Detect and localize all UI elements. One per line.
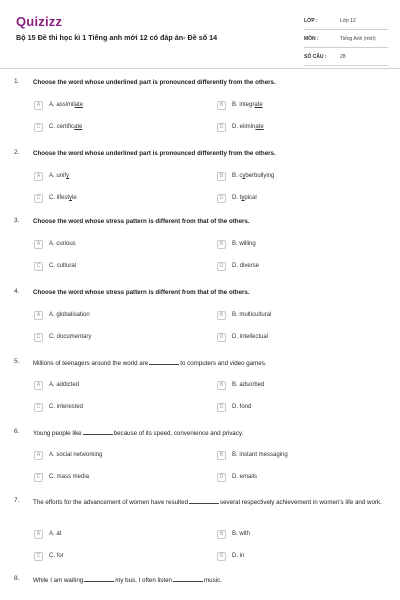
underlined-part: y — [241, 195, 245, 201]
option-letter-box: B — [217, 311, 226, 320]
option-letter-box: C — [34, 194, 43, 203]
option-letter-box: D — [217, 123, 226, 132]
option-b[interactable] — [217, 528, 250, 540]
option-text: D. typical — [232, 195, 257, 201]
option-letter-box: B — [217, 101, 226, 110]
underlined-part: y — [69, 195, 73, 201]
option-letter-box: B — [217, 451, 226, 460]
option-d[interactable] — [217, 550, 244, 562]
option-b[interactable] — [217, 309, 271, 321]
question-number: 1. — [14, 78, 20, 85]
option-text: B. cyberbullying — [232, 173, 275, 179]
question-4 — [0, 288, 400, 356]
underlined-part: ate — [74, 102, 84, 108]
question-7 — [0, 497, 400, 572]
option-text: D. emails — [232, 474, 258, 480]
option-letter-box: B — [217, 172, 226, 181]
option-d[interactable] — [217, 260, 259, 272]
meta-value: Lớp 12 — [340, 17, 356, 24]
option-text: A. addicted — [49, 382, 80, 388]
option-text: B. adsorbed — [232, 382, 265, 388]
option-letter-box: C — [34, 262, 43, 271]
option-c[interactable] — [34, 471, 89, 483]
answer-blank — [189, 497, 219, 504]
option-letter-box: C — [34, 123, 43, 132]
option-text: C. documentary — [49, 334, 92, 340]
option-text: D. eliminate — [232, 124, 264, 130]
meta-key: SỐ CÂU : — [304, 53, 327, 60]
option-c[interactable] — [34, 401, 83, 413]
option-c[interactable] — [34, 260, 76, 272]
question-text — [33, 497, 383, 507]
option-text: B. integrate — [232, 102, 263, 108]
question-number: 8. — [14, 575, 20, 582]
option-text: A. curious — [49, 241, 76, 247]
question-8 — [0, 575, 400, 600]
option-letter-box: D — [217, 473, 226, 482]
option-letter-box: A — [34, 172, 43, 181]
question-number: 6. — [14, 428, 20, 435]
option-b[interactable] — [217, 99, 263, 111]
answer-blank — [149, 358, 179, 365]
question-text-part: to computers and video games. — [180, 360, 267, 367]
answer-blank — [83, 428, 113, 435]
meta-panel — [304, 12, 388, 66]
meta-value: 28 — [340, 53, 346, 60]
option-text: B. willing — [232, 241, 256, 247]
option-text: A. at — [49, 531, 62, 537]
option-letter-box: A — [34, 530, 43, 539]
option-letter-box: D — [217, 194, 226, 203]
answer-blank — [84, 575, 114, 582]
option-a[interactable] — [34, 170, 69, 182]
option-a[interactable] — [34, 528, 61, 540]
question-text-part: music. — [203, 577, 222, 584]
option-text: A. social networking — [49, 452, 103, 458]
question-text: Choose the word whose underlined part is pronounced differently from the others. — [33, 150, 276, 157]
underlined-part: y — [66, 173, 70, 179]
question-number: 5. — [14, 358, 20, 365]
option-text: D. intellectual — [232, 334, 269, 340]
option-c[interactable] — [34, 121, 82, 133]
question-text-part: Young people like — [33, 430, 82, 437]
option-d[interactable] — [217, 471, 257, 483]
underlined-part: y — [242, 173, 246, 179]
worksheet-title: Bộ 15 Đề thi học kì 1 Tiếng anh mới 12 có đáp án- Đề số 14 — [16, 33, 218, 42]
question-6 — [0, 428, 400, 496]
option-a[interactable] — [34, 99, 83, 111]
meta-row-subject — [304, 30, 388, 48]
question-number: 7. — [14, 497, 20, 504]
option-text: C. mass media — [49, 474, 90, 480]
option-letter-box: B — [217, 240, 226, 249]
question-text-part: Millions of teenagers around the world are — [33, 360, 149, 367]
option-c[interactable] — [34, 331, 91, 343]
option-letter-box: B — [217, 530, 226, 539]
option-letter-box: C — [34, 552, 43, 561]
option-d[interactable] — [217, 331, 268, 343]
underlined-part: ate — [254, 102, 263, 108]
meta-value: Tiếng Anh (mới) — [340, 35, 376, 42]
option-text: B. with — [232, 531, 251, 537]
meta-row-class — [304, 12, 388, 30]
option-letter-box: A — [34, 381, 43, 390]
option-text: A. unify — [49, 173, 70, 179]
option-letter-box: B — [217, 381, 226, 390]
option-text: C. interested — [49, 404, 84, 410]
option-letter-box: D — [217, 333, 226, 342]
underlined-part: ate — [255, 124, 264, 130]
option-letter-box: D — [217, 403, 226, 412]
option-text: C. cultural — [49, 263, 77, 269]
option-letter-box: C — [34, 403, 43, 412]
option-text: C. lifestyle — [49, 195, 77, 201]
question-2 — [0, 149, 400, 217]
option-c[interactable] — [34, 192, 77, 204]
question-text-part: While I am waiting — [33, 577, 84, 584]
question-5 — [0, 358, 400, 426]
option-b[interactable] — [217, 379, 264, 391]
option-d[interactable] — [217, 401, 251, 413]
question-text: Choose the word whose stress pattern is different from that of the others. — [33, 218, 250, 225]
question-3 — [0, 217, 400, 285]
question-text-part: my bus, I often listen — [115, 577, 172, 584]
meta-key: LỚP : — [304, 17, 318, 24]
option-text: A. assimilate — [49, 102, 84, 108]
option-text: B. multicultural — [232, 312, 272, 318]
option-text: A. globalisation — [49, 312, 90, 318]
option-letter-box: A — [34, 101, 43, 110]
option-b[interactable] — [217, 449, 288, 461]
option-c[interactable] — [34, 550, 64, 562]
option-d[interactable] — [217, 121, 264, 133]
question-text-part: several respectively achievement in women's life and work. — [220, 499, 382, 506]
question-number: 3. — [14, 217, 20, 224]
option-a[interactable] — [34, 238, 76, 250]
option-letter-box: A — [34, 240, 43, 249]
question-text: Choose the word whose stress pattern is different from that of the others. — [33, 289, 250, 296]
quizizz-logo[interactable]: Quizizz — [16, 14, 63, 29]
option-letter-box: A — [34, 451, 43, 460]
meta-row-count — [304, 48, 388, 66]
answer-blank — [173, 575, 203, 582]
question-1 — [0, 78, 400, 146]
option-a[interactable] — [34, 449, 102, 461]
question-text — [33, 428, 383, 438]
header-divider — [0, 68, 400, 69]
option-letter-box: D — [217, 262, 226, 271]
option-text: C. certificate — [49, 124, 83, 130]
question-text — [33, 358, 383, 368]
option-d[interactable] — [217, 192, 257, 204]
meta-key: MÔN : — [304, 35, 319, 42]
option-text: B. instant messaging — [232, 452, 288, 458]
option-text: D. in — [232, 553, 245, 559]
option-text: D. diverse — [232, 263, 260, 269]
underlined-part: ate — [74, 124, 83, 130]
option-a[interactable] — [34, 309, 90, 321]
option-text: C. for — [49, 553, 64, 559]
option-letter-box: D — [217, 552, 226, 561]
option-letter-box: C — [34, 473, 43, 482]
option-letter-box: A — [34, 311, 43, 320]
option-a[interactable] — [34, 379, 79, 391]
question-number: 4. — [14, 288, 20, 295]
question-text: Choose the word whose underlined part is pronounced differently from the others. — [33, 79, 276, 86]
option-letter-box: C — [34, 333, 43, 342]
option-b[interactable] — [217, 238, 256, 250]
option-b[interactable] — [217, 170, 274, 182]
question-number: 2. — [14, 149, 20, 156]
question-text — [33, 575, 383, 585]
question-text-part: The efforts for the advancement of women have resulted — [33, 499, 189, 506]
option-text: D. fond — [232, 404, 252, 410]
question-text-part: because of its speed, convenience and privacy. — [113, 430, 244, 437]
